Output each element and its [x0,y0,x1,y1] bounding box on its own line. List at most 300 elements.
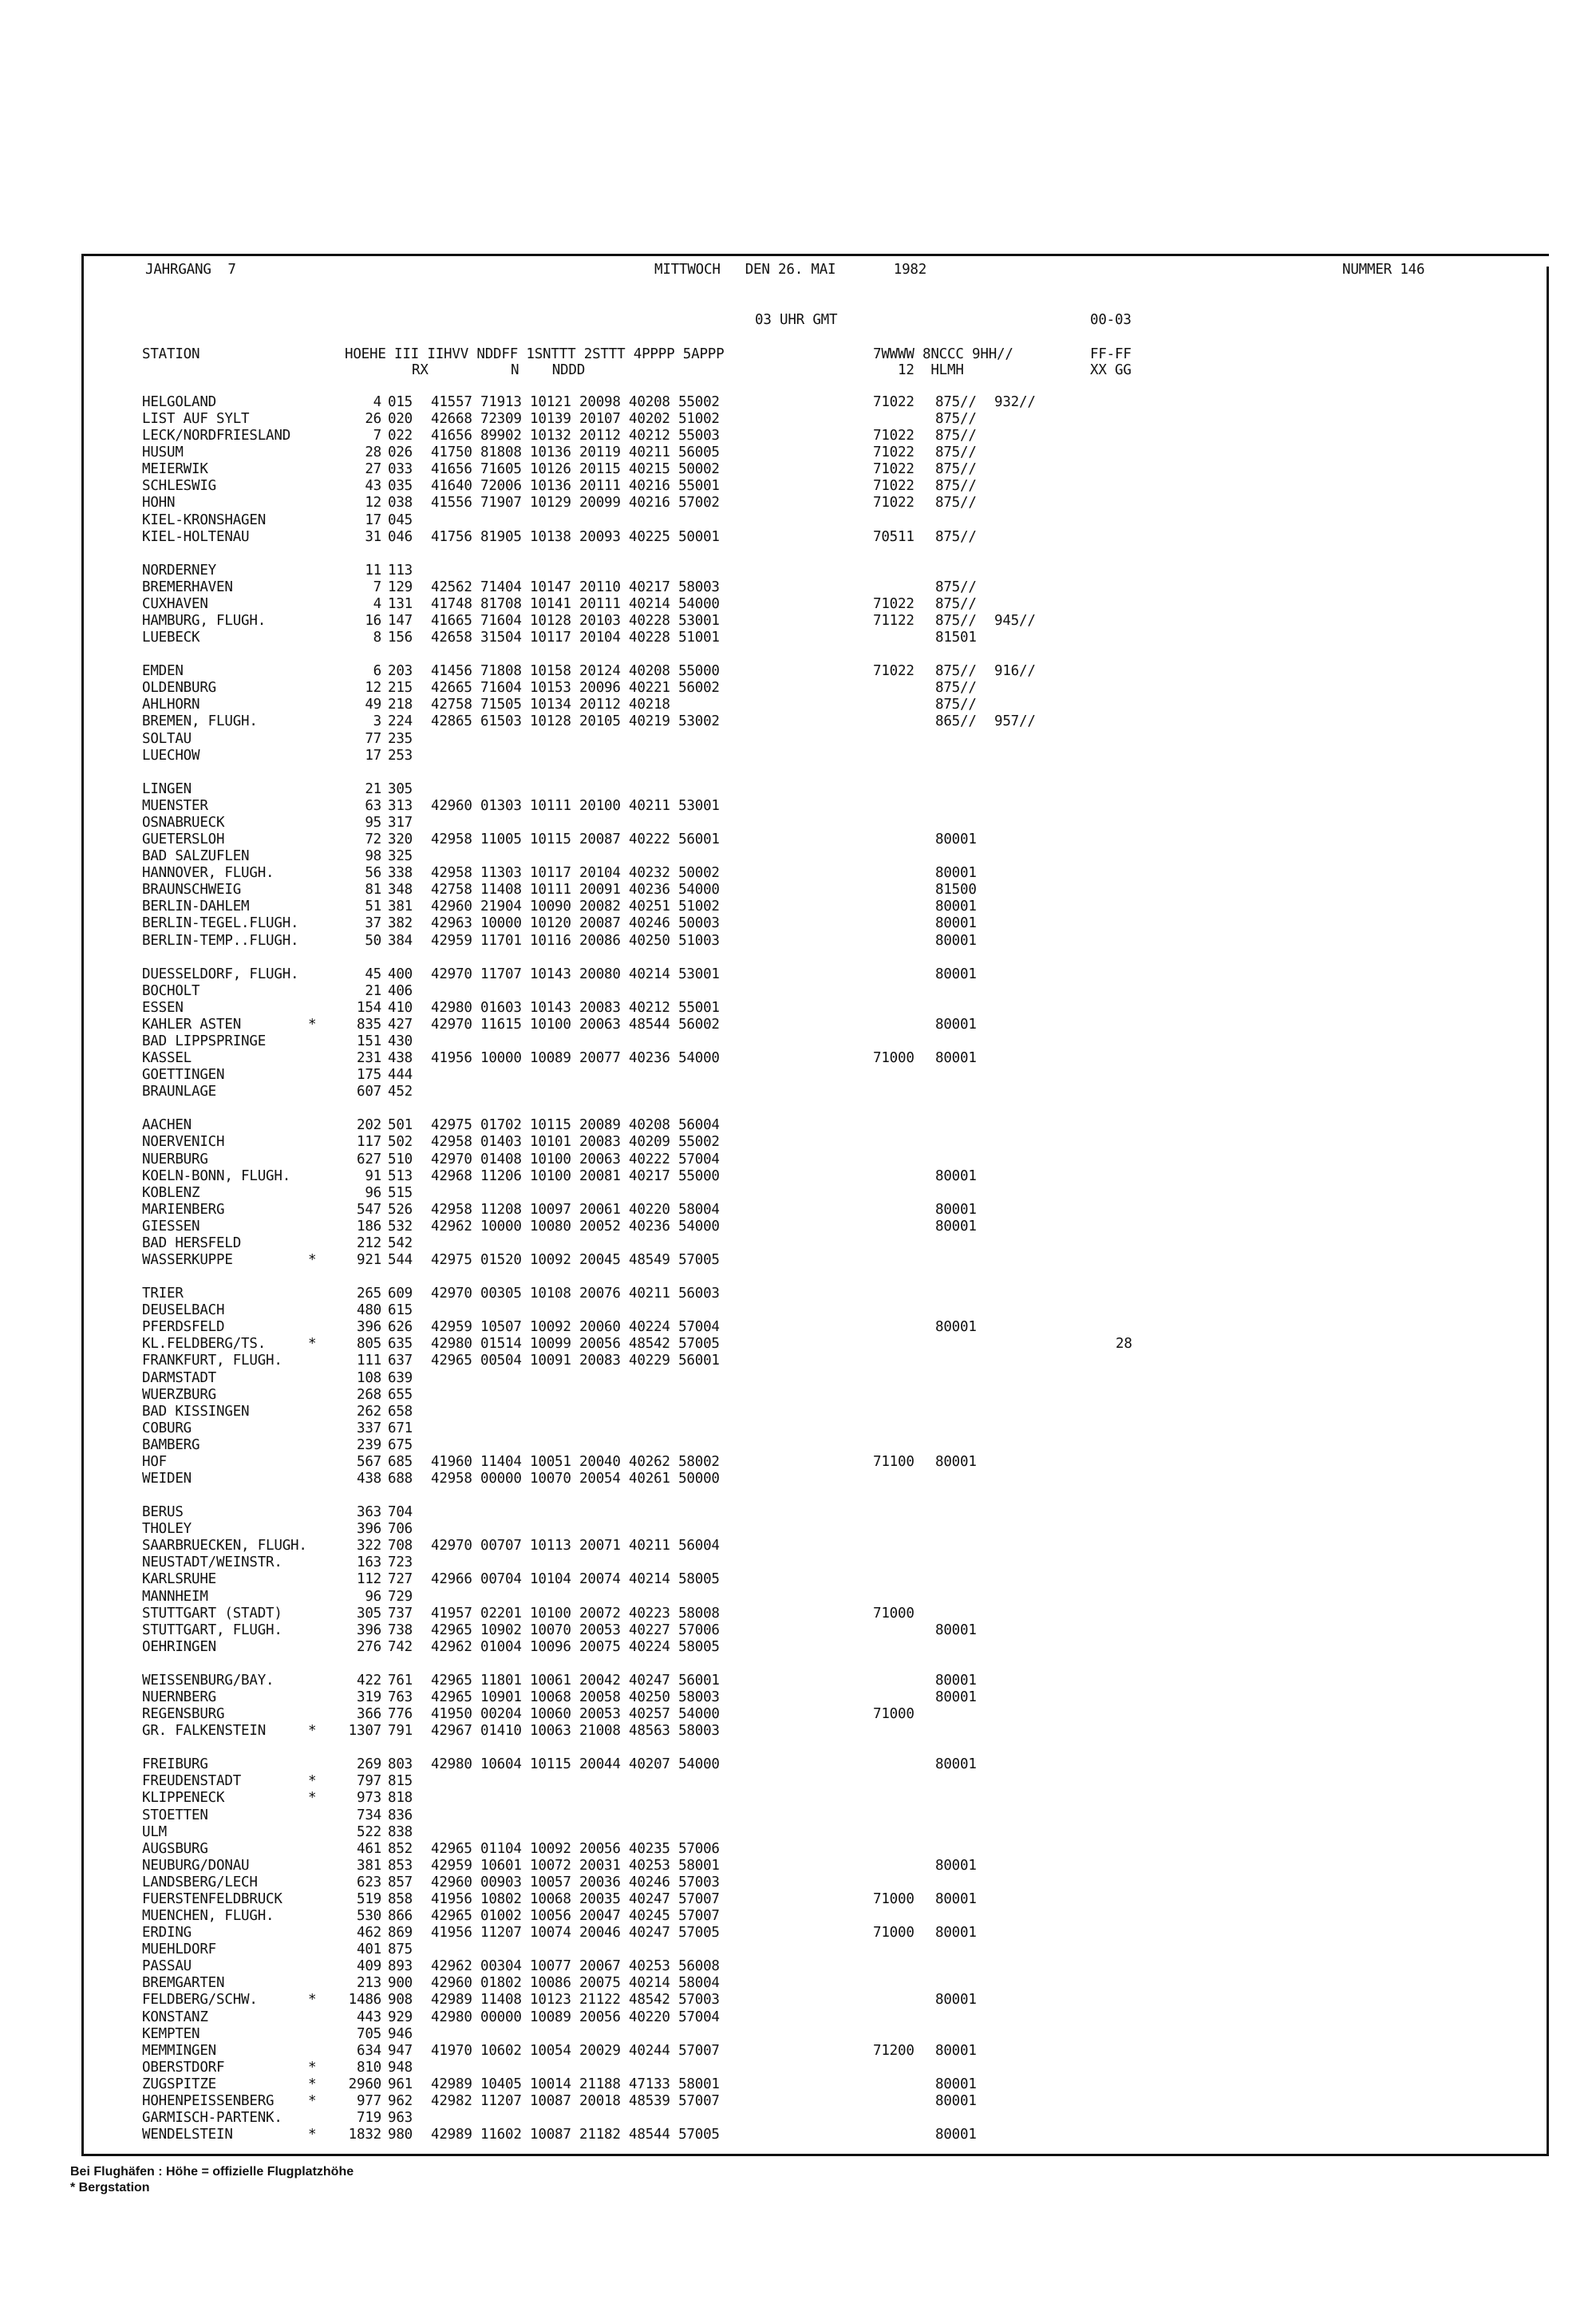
group-8: 80001 [935,1201,977,1218]
station-index: 853 [388,1857,413,1874]
station-index: 738 [388,1622,413,1638]
station-height: 56 [365,865,381,882]
group-8: 875// [935,697,977,713]
station-index: 708 [388,1538,413,1554]
group-7: 71000 [873,1925,915,1942]
group-8: 80001 [935,1756,977,1773]
station-height: 319 [356,1689,381,1706]
station-name: GOETTINGEN [142,1067,225,1084]
synop-groups: 41960 11404 10051 20040 40262 58002 [431,1453,720,1470]
footnote [70,2164,354,2196]
station-name: STOETTEN [142,1807,208,1823]
group-7: 71000 [873,1890,915,1907]
date-label: MITTWOCH DEN 26. MAI 1982 [654,262,927,278]
station-name: LANDSBERG/LECH [142,1874,258,1890]
station-height: 363 [356,1504,381,1521]
station-index: 961 [388,2076,413,2092]
station-name: HELGOLAND [142,394,217,410]
group-8: 80001 [935,2076,977,2092]
station-name: GARMISCH-PARTENK. [142,2109,282,2126]
group-7: 71100 [873,1453,915,1470]
group-8: 875// [935,613,977,630]
station-name: KIEL-KRONSHAGEN [142,512,267,528]
synop-groups: 42967 01410 10063 21008 48563 58003 [431,1723,720,1740]
station-height: 438 [356,1471,381,1487]
station-name: BAD SALZUFLEN [142,848,250,865]
column-header-station: STATION [142,346,200,362]
station-index: 763 [388,1689,413,1706]
station-name: LECK/NORDFRIESLAND [142,428,291,444]
synop-groups: 41956 10802 10068 20035 40247 57007 [431,1890,720,1907]
station-name: EMDEN [142,663,184,680]
station-height: 98 [365,848,381,865]
station-index: 929 [388,2009,413,2025]
station-index: 129 [388,579,413,595]
station-name: MUENCHEN, FLUGH. [142,1908,275,1925]
station-name: OSNABRUECK [142,814,225,831]
group-8: 80001 [935,1218,977,1234]
synop-groups: 42963 10000 10120 20087 40246 50003 [431,915,720,932]
station-height: 12 [365,495,381,512]
station-name: NEUSTADT/WEINSTR. [142,1554,282,1571]
station-name: HUSUM [142,444,184,461]
group-8: 80001 [935,2127,977,2143]
synop-groups: 42980 01603 10143 20083 40212 55001 [431,999,720,1016]
station-height: 49 [365,697,381,713]
station-height: 77 [365,730,381,747]
station-height: 977 [356,2092,381,2109]
station-index: 542 [388,1234,413,1251]
station-index: 501 [388,1117,413,1134]
group-8: 875// [935,411,977,428]
station-height: 519 [356,1890,381,1907]
station-height: 111 [356,1353,381,1369]
synop-groups: 42989 10405 10014 21188 47133 58001 [431,2076,720,2092]
station-index: 893 [388,1958,413,1975]
jahrgang-label: JAHRGANG 7 [145,262,236,278]
group-8: 875// [935,478,977,495]
station-height: 239 [356,1436,381,1453]
station-height: 381 [356,1857,381,1874]
station-index: 317 [388,814,413,831]
station-index: 671 [388,1420,413,1436]
mountain-marker: * [308,2076,317,2092]
station-height: 2960 [348,2076,381,2092]
synop-groups: 41656 71605 10126 20115 40215 50002 [431,461,720,478]
synop-groups: 42668 72309 10139 20107 40202 51002 [431,411,720,428]
station-name: ESSEN [142,999,184,1016]
group-8: 80001 [935,2042,977,2059]
station-height: 268 [356,1386,381,1403]
station-height: 213 [356,1975,381,1992]
station-height: 96 [365,1184,381,1201]
group-8: 80001 [935,915,977,932]
station-name: BERLIN-TEGEL.FLUGH. [142,915,299,932]
synop-groups: 42959 10601 10072 20031 40253 58001 [431,1857,720,1874]
station-height: 805 [356,1336,381,1353]
station-index: 706 [388,1521,413,1538]
station-index: 544 [388,1251,413,1268]
station-name: GIESSEN [142,1218,200,1234]
station-index: 900 [388,1975,413,1992]
station-name: KOELN-BONN, FLUGH. [142,1167,291,1184]
station-height: 719 [356,2109,381,2126]
station-height: 21 [365,982,381,999]
issue-number: NUMMER 146 [1342,262,1425,278]
synop-groups: 42758 71505 10134 20112 40218 [431,697,670,713]
station-index: 688 [388,1471,413,1487]
group-8: 80001 [935,865,977,882]
group-7: 71022 [873,495,915,512]
mountain-marker: * [308,1992,317,2009]
mountain-marker: * [308,2059,317,2076]
group-8: 80001 [935,1992,977,2009]
synop-groups: 42658 31504 10117 20104 40228 51001 [431,630,720,646]
station-height: 175 [356,1067,381,1084]
station-height: 567 [356,1453,381,1470]
station-index: 131 [388,595,413,612]
station-index: 980 [388,2127,413,2143]
station-index: 526 [388,1201,413,1218]
station-index: 962 [388,2092,413,2109]
synop-groups: 42665 71604 10153 20096 40221 56002 [431,680,720,697]
synop-groups: 42960 00903 10057 20036 40246 57003 [431,1874,720,1890]
station-index: 857 [388,1874,413,1890]
group-7: 71022 [873,478,915,495]
synop-groups: 41456 71808 10158 20124 40208 55000 [431,663,720,680]
station-height: 401 [356,1942,381,1958]
station-name: BERUS [142,1504,184,1521]
group-8: 81501 [935,630,977,646]
synop-groups: 41970 10602 10054 20029 40244 57007 [431,2042,720,2059]
station-name: LUEBECK [142,630,200,646]
station-height: 117 [356,1134,381,1151]
table-frame-right-edge [1547,267,1549,2156]
synop-groups: 41748 81708 10141 20111 40214 54000 [431,595,720,612]
station-height: 163 [356,1554,381,1571]
synop-groups: 42966 00704 10104 20074 40214 58005 [431,1571,720,1588]
station-height: 63 [365,797,381,814]
station-name: HOHN [142,495,176,512]
station-height: 6 [373,663,381,680]
station-index: 866 [388,1908,413,1925]
station-name: DEUSELBACH [142,1302,225,1319]
station-name: KIEL-HOLTENAU [142,528,250,545]
station-height: 31 [365,528,381,545]
group-8: 80001 [935,1925,977,1942]
station-name: OLDENBURG [142,680,217,697]
station-index: 224 [388,713,413,730]
station-index: 313 [388,797,413,814]
group-8: 80001 [935,832,977,848]
station-index: 430 [388,1033,413,1049]
group-9: 945// [994,613,1036,630]
group-8: 80001 [935,1622,977,1638]
synop-groups: 42962 01004 10096 20075 40224 58005 [431,1638,720,1655]
station-height: 797 [356,1773,381,1790]
station-name: OEHRINGEN [142,1638,217,1655]
group-8: 80001 [935,1890,977,1907]
station-height: 973 [356,1790,381,1807]
group-8: 80001 [935,1319,977,1336]
station-name: BAD KISSINGEN [142,1403,250,1420]
group-7: 71000 [873,1706,915,1723]
synop-groups: 42965 00504 10091 20083 40229 56001 [431,1353,720,1369]
station-height: 337 [356,1420,381,1436]
station-name: BAMBERG [142,1436,200,1453]
synop-groups: 41656 89902 10132 20112 40212 55003 [431,428,720,444]
station-name: WEIDEN [142,1471,192,1487]
station-index: 727 [388,1571,413,1588]
station-height: 547 [356,1201,381,1218]
station-name: SCHLESWIG [142,478,217,495]
station-index: 502 [388,1134,413,1151]
synop-groups: 42758 11408 10111 20091 40236 54000 [431,882,720,899]
station-name: STUTTGART, FLUGH. [142,1622,282,1638]
group-8: 875// [935,528,977,545]
station-height: 17 [365,512,381,528]
synop-groups: 41956 10000 10089 20077 40236 54000 [431,1050,720,1067]
station-height: 17 [365,747,381,764]
station-name: FELDBERG/SCHW. [142,1992,258,2009]
station-height: 522 [356,1823,381,1840]
group-8: 80001 [935,966,977,982]
group-8: 80001 [935,1453,977,1470]
group-7: 71022 [873,428,915,444]
station-name: HOHENPEISSENBERG [142,2092,275,2109]
synop-groups: 42965 11801 10061 20042 40247 56001 [431,1672,720,1689]
station-name: THOLEY [142,1521,192,1538]
station-height: 921 [356,1251,381,1268]
mountain-marker: * [308,1773,317,1790]
station-name: NORDERNEY [142,562,217,579]
synop-groups: 41950 00204 10060 20053 40257 54000 [431,1706,720,1723]
synop-groups: 42958 11303 10117 20104 40232 50002 [431,865,720,882]
station-index: 513 [388,1167,413,1184]
station-height: 1307 [348,1723,381,1740]
synop-groups: 42975 01702 10115 20089 40208 56004 [431,1117,720,1134]
station-index: 438 [388,1050,413,1067]
station-index: 510 [388,1151,413,1167]
station-height: 45 [365,966,381,982]
observation-time: 03 UHR GMT [755,312,838,328]
station-index: 761 [388,1672,413,1689]
station-height: 4 [373,595,381,612]
station-height: 530 [356,1908,381,1925]
station-height: 43 [365,478,381,495]
group-8: 80001 [935,1857,977,1874]
station-name: FREUDENSTADT [142,1773,242,1790]
station-height: 262 [356,1403,381,1420]
station-index: 685 [388,1453,413,1470]
station-name: BAD LIPPSPRINGE [142,1033,267,1049]
station-height: 322 [356,1538,381,1554]
group-7: 71200 [873,2042,915,2059]
station-index: 869 [388,1925,413,1942]
group-8: 875// [935,428,977,444]
station-index: 963 [388,2109,413,2126]
station-index: 020 [388,411,413,428]
synop-groups: 42980 00000 10089 20056 40220 57004 [431,2009,720,2025]
station-height: 810 [356,2059,381,2076]
synop-groups: 42968 11206 10100 20081 40217 55000 [431,1167,720,1184]
station-name: LINGEN [142,780,192,797]
station-index: 381 [388,899,413,915]
station-name: BOCHOLT [142,982,200,999]
station-index: 215 [388,680,413,697]
mountain-marker: * [308,1790,317,1807]
synop-groups: 42970 01408 10100 20063 40222 57004 [431,1151,720,1167]
group-8: 80001 [935,1016,977,1033]
station-name: LIST AUF SYLT [142,411,250,428]
group-7: 71122 [873,613,915,630]
station-index: 305 [388,780,413,797]
station-index: 348 [388,882,413,899]
station-height: 72 [365,832,381,848]
group-8: 81500 [935,882,977,899]
synop-groups: 42970 11615 10100 20063 48544 56002 [431,1016,720,1033]
station-height: 50 [365,932,381,949]
station-index: 637 [388,1353,413,1369]
group-7: 71022 [873,444,915,461]
station-index: 035 [388,478,413,495]
station-height: 28 [365,444,381,461]
station-name: BRAUNLAGE [142,1084,217,1100]
group-8: 80001 [935,1672,977,1689]
station-index: 046 [388,528,413,545]
station-index: 838 [388,1823,413,1840]
group-7: 71000 [873,1050,915,1067]
station-height: 409 [356,1958,381,1975]
station-height: 462 [356,1925,381,1942]
station-index: 156 [388,630,413,646]
station-index: 113 [388,562,413,579]
station-index: 045 [388,512,413,528]
station-height: 269 [356,1756,381,1773]
synop-groups: 42959 10507 10092 20060 40224 57004 [431,1319,720,1336]
column-header-codes-sub: RX N NDDD [412,362,586,378]
station-name: KL.FELDBERG/TS. [142,1336,267,1353]
group-8: 80001 [935,2092,977,2109]
station-name: HANNOVER, FLUGH. [142,865,275,882]
station-index: 218 [388,697,413,713]
station-index: 948 [388,2059,413,2076]
station-height: 81 [365,882,381,899]
station-height: 7 [373,428,381,444]
station-index: 382 [388,915,413,932]
station-height: 91 [365,1167,381,1184]
station-height: 607 [356,1084,381,1100]
station-index: 791 [388,1723,413,1740]
station-name: BRAUNSCHWEIG [142,882,242,899]
station-name: SOLTAU [142,730,192,747]
station-index: 022 [388,428,413,444]
station-index: 635 [388,1336,413,1353]
station-height: 202 [356,1117,381,1134]
synop-groups: 42562 71404 10147 20110 40217 58003 [431,579,720,595]
station-index: 400 [388,966,413,982]
station-height: 461 [356,1840,381,1857]
station-height: 231 [356,1050,381,1067]
station-height: 96 [365,1588,381,1605]
station-name: MANNHEIM [142,1588,208,1605]
station-height: 3 [373,713,381,730]
station-name: GUETERSLOH [142,832,225,848]
station-index: 946 [388,2025,413,2042]
station-name: NUERNBERG [142,1689,217,1706]
synop-groups: 42989 11602 10087 21182 48544 57005 [431,2127,720,2143]
group-8: 80001 [935,1167,977,1184]
column-header-groups: 7WWWW 8NCCC 9HH// [873,346,1013,362]
remark: 28 [1116,1336,1132,1353]
station-name: STUTTGART (STADT) [142,1605,282,1622]
station-height: 480 [356,1302,381,1319]
station-index: 737 [388,1605,413,1622]
station-name: PASSAU [142,1958,192,1975]
group-8: 875// [935,663,977,680]
group-8: 875// [935,579,977,595]
station-height: 627 [356,1151,381,1167]
group-7: 71000 [873,1605,915,1622]
synop-groups: 42965 01104 10092 20056 40235 57006 [431,1840,720,1857]
station-name: KONSTANZ [142,2009,208,2025]
station-name: AHLHORN [142,697,200,713]
station-name: KOBLENZ [142,1184,200,1201]
group-8: 80001 [935,899,977,915]
station-height: 12 [365,680,381,697]
station-index: 253 [388,747,413,764]
station-name: FREIBURG [142,1756,208,1773]
station-height: 8 [373,630,381,646]
station-index: 658 [388,1403,413,1420]
group-8: 875// [935,394,977,410]
synop-groups: 41756 81905 10138 20093 40225 50001 [431,528,720,545]
station-index: 235 [388,730,413,747]
station-index: 015 [388,394,413,410]
synop-groups: 42865 61503 10128 20105 40219 53002 [431,713,720,730]
station-name: PFERDSFELD [142,1319,225,1336]
station-name: TRIER [142,1286,184,1302]
group-7: 71022 [873,663,915,680]
synop-groups: 42965 10901 10068 20058 40250 58003 [431,1689,720,1706]
station-height: 7 [373,579,381,595]
station-index: 723 [388,1554,413,1571]
station-index: 852 [388,1840,413,1857]
station-name: KAHLER ASTEN [142,1016,242,1033]
station-index: 858 [388,1890,413,1907]
station-name: OBERSTDORF [142,2059,225,2076]
station-name: GR. FALKENSTEIN [142,1723,267,1740]
group-8: 80001 [935,932,977,949]
station-height: 396 [356,1521,381,1538]
station-index: 338 [388,865,413,882]
station-name: BREMGARTEN [142,1975,225,1992]
station-name: MARIENBERG [142,1201,225,1218]
station-index: 729 [388,1588,413,1605]
station-name: AACHEN [142,1117,192,1134]
station-name: WEISSENBURG/BAY. [142,1672,275,1689]
station-index: 776 [388,1706,413,1723]
station-height: 705 [356,2025,381,2042]
station-name: WASSERKUPPE [142,1251,233,1268]
station-index: 609 [388,1286,413,1302]
station-name: FRANKFURT, FLUGH. [142,1353,282,1369]
station-index: 836 [388,1807,413,1823]
station-index: 532 [388,1218,413,1234]
station-height: 212 [356,1234,381,1251]
group-9: 916// [994,663,1036,680]
station-height: 265 [356,1286,381,1302]
